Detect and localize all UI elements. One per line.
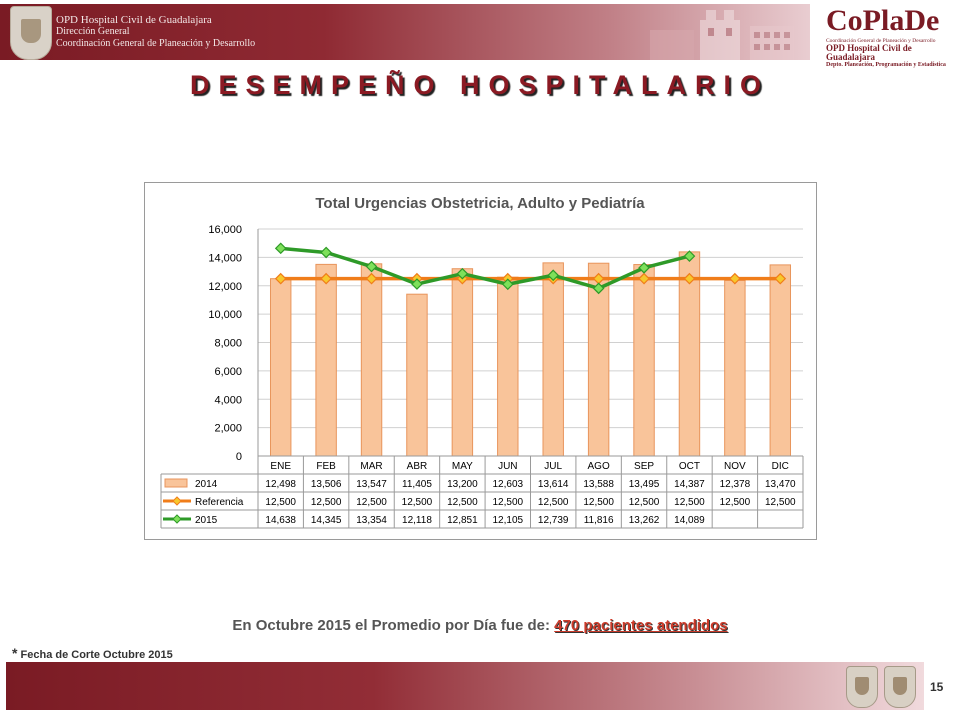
y-tick-label: 14,000: [208, 252, 242, 265]
bar-2014: [452, 269, 472, 456]
x-tick-label: NOV: [724, 461, 746, 472]
table-cell-value: 12,500: [356, 497, 387, 508]
table-cell-value: 12,500: [719, 497, 751, 508]
table-cell-value: 13,495: [628, 479, 660, 490]
header-line-2: Dirección General: [56, 26, 130, 37]
table-cell-value: 12,500: [628, 497, 660, 508]
x-tick-label: ABR: [406, 461, 428, 472]
table-cell-value: 14,089: [674, 515, 705, 526]
y-tick-label: 6,000: [214, 365, 242, 378]
university-seal-icon: [884, 666, 916, 708]
table-cell-value: 11,816: [583, 515, 614, 526]
bar-2014: [361, 264, 381, 456]
table-cell-value: 13,200: [447, 479, 478, 490]
table-cell-value: 12,118: [402, 515, 432, 526]
bar-2014: [634, 265, 654, 456]
legend-key-2014: [165, 479, 187, 487]
x-tick-label: ENE: [270, 461, 291, 472]
y-tick-label: 10,000: [208, 309, 242, 322]
table-cell-value: 12,500: [674, 497, 705, 508]
bar-2014: [270, 279, 290, 456]
bar-2014: [770, 265, 790, 456]
table-cell-value: 13,354: [356, 515, 387, 526]
table-cell-value: 13,506: [310, 479, 342, 490]
legend-marker-2015: [173, 515, 181, 523]
chart-title: Total Urgencias Obstetricia, Adulto y Pediatría: [315, 195, 645, 212]
x-tick-label: FEB: [316, 461, 336, 472]
table-cell-value: 14,345: [310, 515, 342, 526]
summary-line: [0, 617, 960, 634]
table-cell-value: 13,547: [356, 479, 387, 490]
table-cell-value: 11,405: [402, 479, 432, 490]
table-cell-value: 14,638: [265, 515, 297, 526]
table-cell-value: 13,588: [583, 479, 614, 490]
x-tick-label: JUL: [544, 461, 563, 472]
legend-marker-referencia: [173, 497, 181, 505]
table-cell-value: 13,470: [764, 479, 796, 490]
table-cell-value: 12,851: [447, 515, 478, 526]
table-cell-value: 12,500: [310, 497, 342, 508]
page-title: DESEMPEÑO HOSPITALARIO: [189, 70, 771, 100]
table-cell-value: 12,500: [265, 497, 297, 508]
table-cell-value: 12,500: [583, 497, 614, 508]
y-tick-label: 8,000: [214, 337, 242, 350]
page-number: 15: [930, 680, 944, 694]
summary-text: En Octubre 2015 el Promedio por Día fue de:: [232, 617, 550, 634]
header: [0, 0, 960, 68]
urgencias-chart: [145, 183, 816, 539]
table-cell-value: 12,739: [537, 515, 569, 526]
bar-2014: [725, 280, 745, 456]
coplade-logo-text: CoPlaDe: [826, 4, 940, 37]
point-2015: [276, 243, 286, 253]
y-tick-label: 0: [235, 451, 242, 463]
table-cell-value: 14,387: [674, 479, 705, 490]
point-2015: [321, 247, 331, 257]
table-cell-value: 12,105: [492, 515, 524, 526]
x-tick-label: MAR: [360, 461, 383, 472]
coplade-logo: [826, 4, 956, 68]
header-line-1: OPD Hospital Civil de Guadalajara: [56, 14, 212, 26]
bar-2014: [543, 263, 563, 456]
state-seal-icon: [846, 666, 878, 708]
bar-2014: [407, 294, 427, 456]
table-cell-value: 12,500: [401, 497, 433, 508]
series-line-2015: [281, 248, 690, 288]
legend-label: 2015: [195, 515, 218, 526]
bar-2014: [498, 277, 518, 456]
table-cell-value: 13,262: [628, 515, 660, 526]
y-tick-label: 4,000: [214, 394, 242, 407]
footnote: [12, 645, 173, 661]
legend-label: Referencia: [195, 497, 244, 508]
table-cell-value: 13,614: [537, 479, 569, 490]
footnote-text: Fecha de Corte Octubre 2015: [20, 649, 173, 661]
y-tick-label: 16,000: [208, 224, 242, 236]
table-cell-value: 12,378: [719, 479, 751, 490]
header-line-3: Coordinación General de Planeación y Desarrollo: [56, 38, 256, 49]
x-tick-label: JUN: [498, 461, 518, 472]
summary-highlight: 470 pacientes atendidos: [554, 617, 728, 634]
x-tick-label: SEP: [634, 461, 655, 472]
chart-frame: [144, 182, 817, 540]
legend-label: 2014: [195, 479, 218, 490]
hospital-building-icon: [640, 6, 800, 60]
footer-band: [6, 662, 924, 710]
table-cell-value: 12,500: [447, 497, 478, 508]
table-cell-value: 12,500: [492, 497, 524, 508]
x-tick-label: DIC: [771, 461, 789, 472]
footnote-star: *: [12, 645, 18, 661]
coplade-subtitle: [826, 38, 958, 69]
university-crest-icon: [10, 6, 52, 60]
table-cell-value: 12,603: [492, 479, 524, 490]
y-tick-label: 12,000: [208, 280, 242, 293]
table-cell-value: 12,498: [265, 479, 297, 490]
header-text: [56, 14, 255, 50]
table-cell-value: 12,500: [537, 497, 569, 508]
table-cell-value: 12,500: [764, 497, 796, 508]
bar-2014: [316, 264, 336, 456]
x-tick-label: MAY: [451, 461, 473, 472]
coplade-sub-2: OPD Hospital Civil de Guadalajara: [826, 43, 912, 62]
coplade-sub-3: Depto. Planeación, Programación y Estadística: [826, 62, 946, 68]
x-tick-label: OCT: [678, 461, 701, 472]
coplade-sub-1: Coordinación General de Planeación y Desarrollo: [826, 38, 936, 44]
x-tick-label: AGO: [587, 461, 610, 472]
y-tick-label: 2,000: [214, 422, 242, 435]
